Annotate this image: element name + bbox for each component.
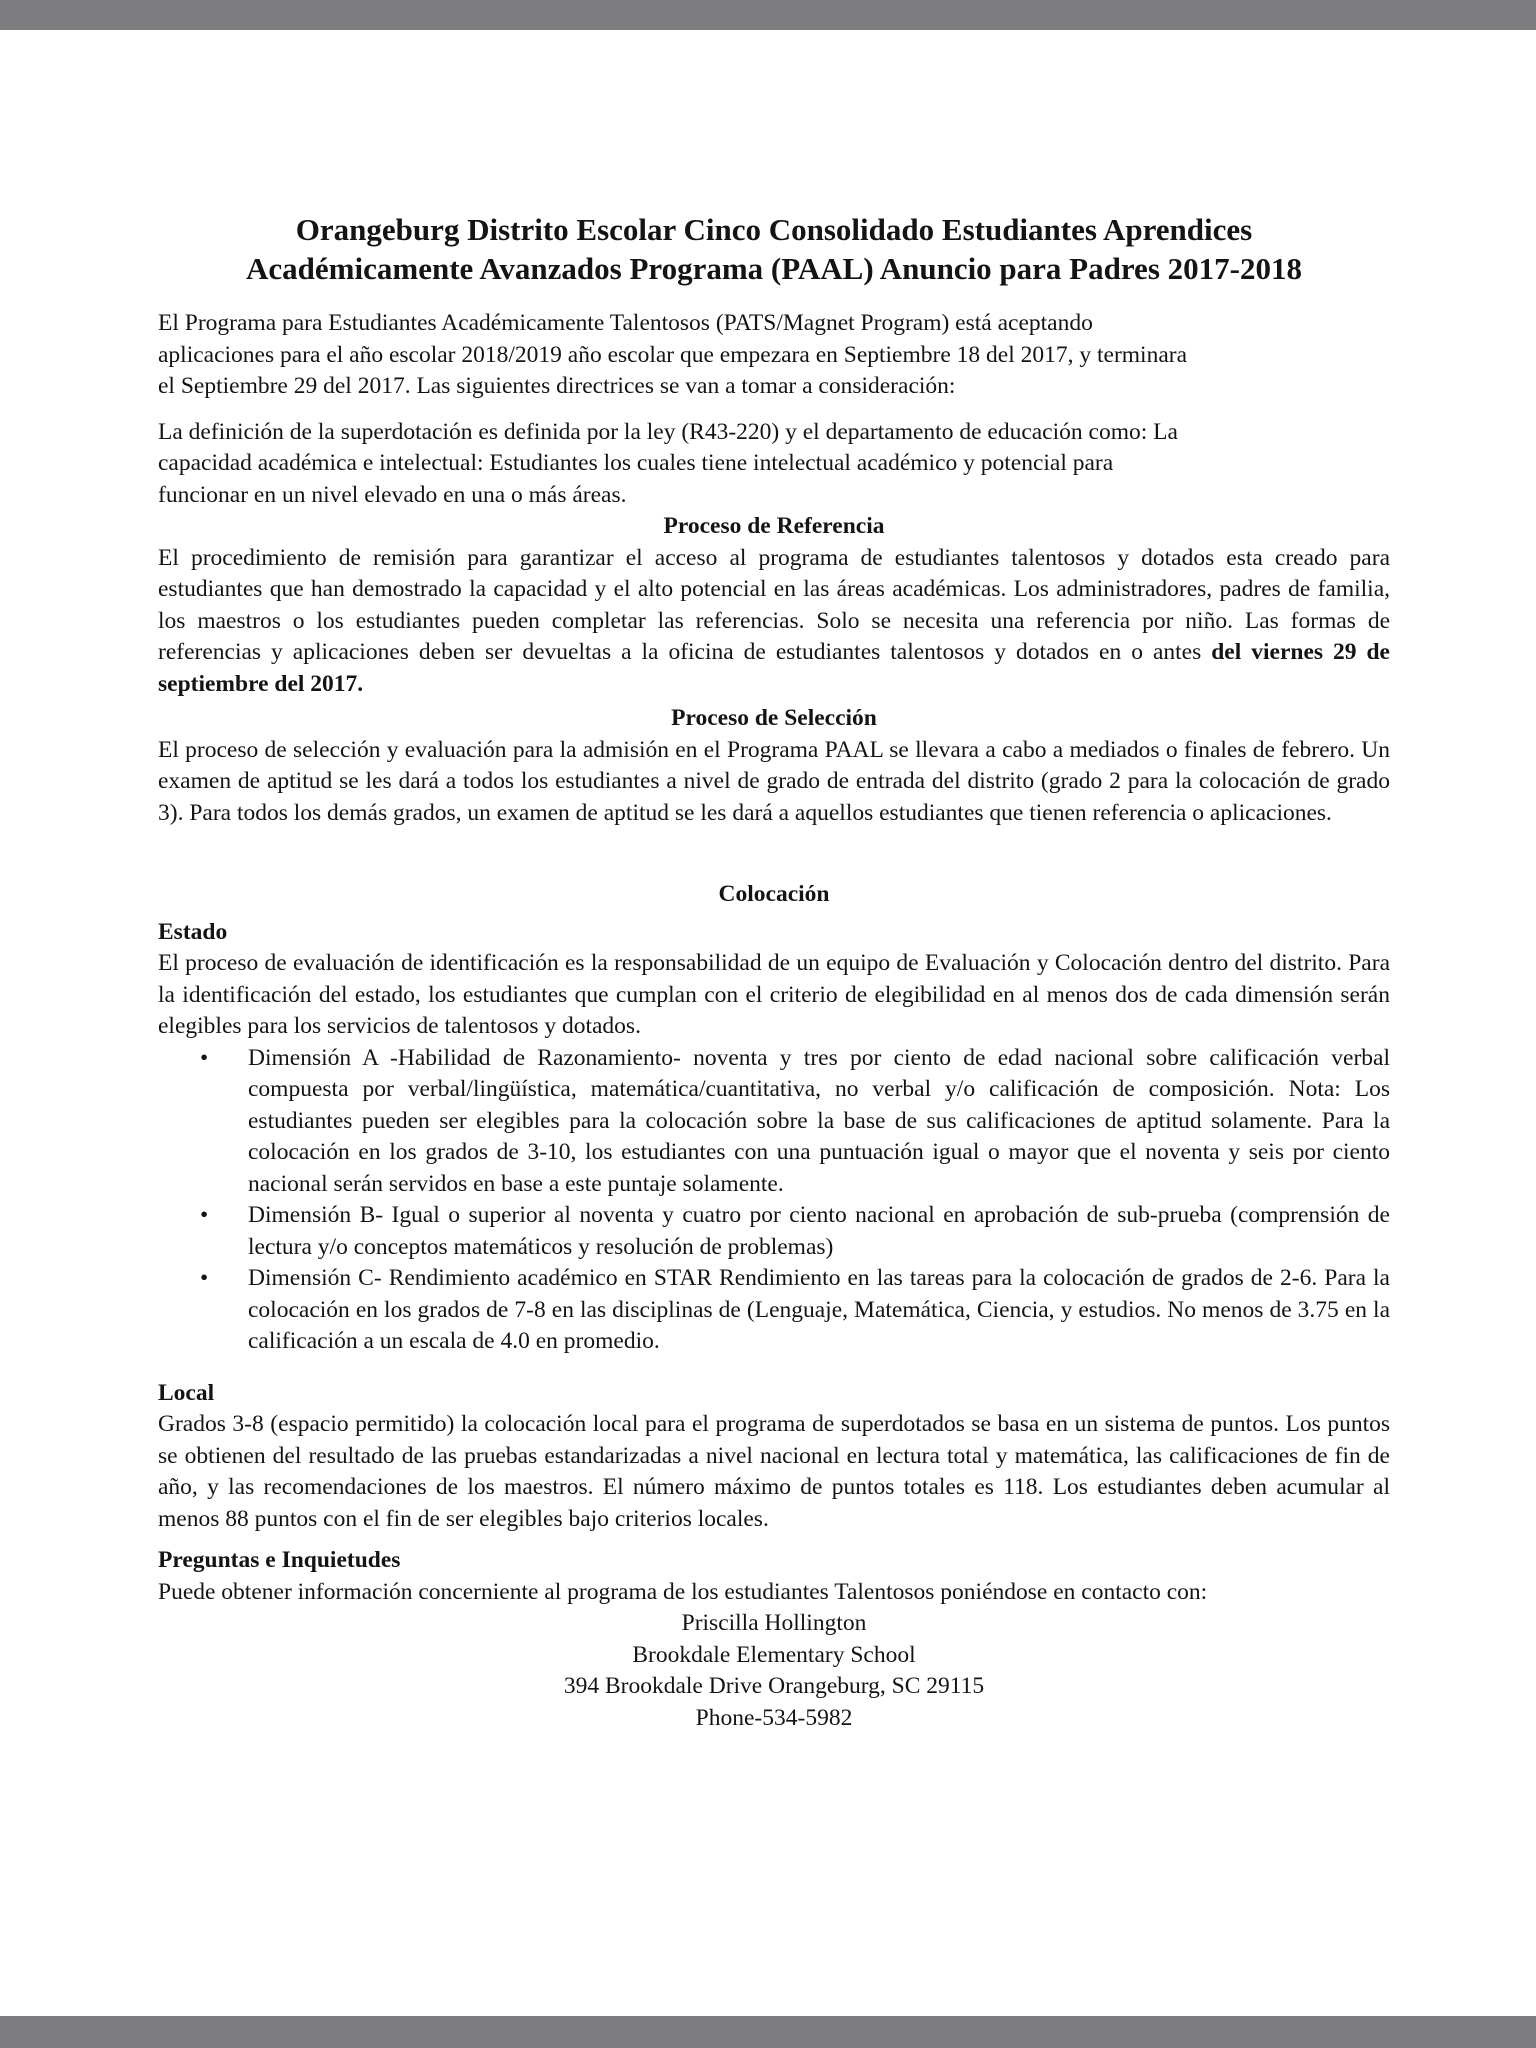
contact-block (158, 1608, 1390, 1734)
title-line-2: Académicamente Avanzados Programa (PAAL) Anuncio para Padres 2017-2018 (246, 251, 1302, 286)
local-paragraph: Grados 3-8 (espacio permitido) la colocación local para el programa de superdotados se basa en un sistema de puntos. Los puntos se obtienen del resultado de las pruebas estandarizadas a nivel nacional en lectura total y matemática, las calificaciones de fin de año, y las recomendaciones de los maestros. El número máximo de puntos totales es 118. Los estudiantes deben acumular al menos 88 puntos con el fin de ser elegibles bajo criterios locales. (158, 1411, 1390, 1532)
placement-heading: Colocación (718, 881, 830, 907)
definition-paragraph (158, 417, 1390, 512)
document-title (158, 210, 1390, 288)
intro-line-1: El Programa para Estudiantes Académicamente Talentosos (PATS/Magnet Program) está aceptando (158, 310, 1093, 336)
intro-line-3: el Septiembre 29 del 2017. Las siguientes directrices se van a tomar a consideración: (158, 373, 956, 399)
state-heading: Estado (158, 918, 228, 945)
contact-phone: Phone-534-5982 (695, 1704, 853, 1731)
contact-address: 394 Brookdale Drive Orangeburg, SC 29115 (563, 1673, 985, 1699)
contact-name: Priscilla Hollington (681, 1610, 867, 1636)
definition-line-2: capacidad académica e intelectual: Estudiantes los cuales tiene intelectual académico y potencial para (158, 450, 1114, 476)
selection-heading: Proceso de Selección (671, 705, 877, 731)
referral-text: El procedimiento de remisión para garantizar el acceso al programa de estudiantes talentosos y dotados esta creado para estudiantes que han demostrado la capacidad y el alto potencial en las áreas académicas. Los administradores, padres de familia, los maestros o los estudiantes pueden completar las referencias. Solo se necesita una referencia por niño. Las formas de referencias y aplicaciones deben ser devueltas a la oficina de estudiantes talentosos y dotados en o antes (158, 544, 1390, 665)
referral-paragraph (158, 543, 1390, 701)
referral-deadline: del viernes 29 de septiembre del 2017. (158, 639, 1390, 697)
dimension-b-text: Dimensión B- Igual o superior al noventa y cuatro por ciento nacional en aprobación de sub-prueba (comprensión de lectura y/o conceptos matemáticos y resolución de problemas) (248, 1202, 1390, 1260)
document-body (158, 210, 1390, 1734)
dimension-c-text: Dimensión C- Rendimiento académico en STAR Rendimiento en las tareas para la colocación de grados de 2-6. Para la colocación en los grados de 7-8 en las disciplinas de (Lenguaje, Matemática, Ciencia, y estudios. No menos de 3.75 en la calificación a un escala de 4.0 en promedio. (248, 1265, 1390, 1354)
dimension-a-item (158, 1043, 1390, 1201)
questions-paragraph: Puede obtener información concerniente al programa de los estudiantes Talentosos poniéndose en contacto con: (158, 1578, 1208, 1605)
definition-line-1: La definición de la superdotación es definida por la ley (R43-220) y el departamento de educación como: La (158, 418, 1178, 445)
contact-school: Brookdale Elementary School (632, 1641, 916, 1668)
dimension-b-item (158, 1200, 1390, 1263)
dimension-c-item (158, 1263, 1390, 1358)
bullet-icon: • (200, 1044, 209, 1071)
selection-paragraph: El proceso de selección y evaluación para la admisión en el Programa PAAL se llevara a cabo a mediados o finales de febrero. Un examen de aptitud se les dará a todos los estudiantes a nivel de grado de entrada del distrito (grado 2 para la colocación de grado 3). Para todos los demás grados, un examen de aptitud se les dará a aquellos estudiantes que tienen referencia o aplicaciones. (158, 736, 1390, 826)
bullet-icon: • (200, 1265, 209, 1291)
bullet-icon: • (200, 1202, 209, 1228)
intro-paragraph (158, 308, 1390, 403)
definition-line-3: funcionar en un nivel elevado en una o más áreas. (158, 481, 627, 508)
title-line-1: Orangeburg Distrito Escolar Cinco Consolidado Estudiantes Aprendices (295, 212, 1253, 247)
intro-line-2: aplicaciones para el año escolar 2018/2019 año escolar que empezara en Septiembre 18 del 2017, y terminara (158, 341, 1188, 368)
referral-heading: Proceso de Referencia (663, 513, 885, 539)
questions-heading: Preguntas e Inquietudes (158, 1547, 401, 1573)
dimension-list (158, 1043, 1390, 1358)
dimension-a-text: Dimensión A -Habilidad de Razonamiento- noventa y tres por ciento de edad nacional sobre calificación verbal compuesta por verbal/lingüística, matemática/cuantitativa, no verbal y/o calificación de composición. Nota: Los estudiantes pueden ser elegibles para la colocación sobre la base de sus calificaciones de aptitud solamente. Para la colocación en los grados de 3-10, los estudiantes con una puntuación igual o mayor que el noventa y seis por ciento nacional serán servidos en base a este puntaje solamente. (248, 1044, 1390, 1197)
local-heading: Local (158, 1379, 215, 1406)
state-paragraph: El proceso de evaluación de identificación es la responsabilidad de un equipo de Evaluación y Colocación dentro del distrito. Para la identificación del estado, los estudiantes que cumplan con el criterio de elegibilidad en al menos dos de cada dimensión serán elegibles para los servicios de talentosos y dotados. (158, 950, 1390, 1039)
document-page (0, 30, 1536, 2016)
